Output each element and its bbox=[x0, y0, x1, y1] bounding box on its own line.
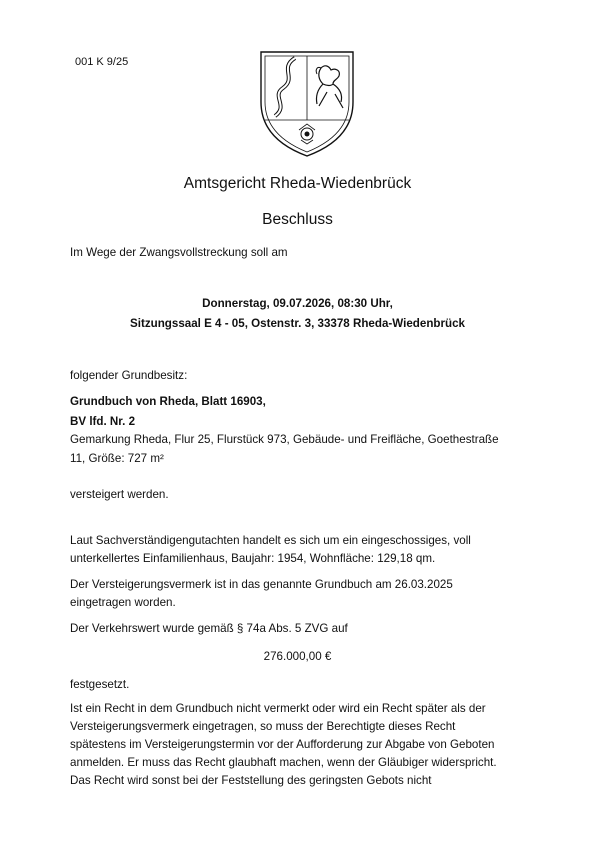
land-register: Grundbuch von Rheda, Blatt 16903, bbox=[70, 395, 266, 408]
parcel-line-1: Gemarkung Rheda, Flur 25, Flurstück 973, Gebäude- und Freifläche, Goethestraße bbox=[70, 433, 499, 446]
market-value: 276.000,00 € bbox=[263, 650, 332, 663]
expert-line-2: unterkellertes Einfamilienhaus, Baujahr: 1954, Wohnfläche: 129,18 qm. bbox=[70, 552, 436, 565]
value-intro: Der Verkehrswert wurde gemäß § 74a Abs. 5 ZVG auf bbox=[70, 622, 348, 635]
auction-location: Sitzungssaal E 4 - 05, Ostenstr. 3, 33378 Rheda-Wiedenbrück bbox=[130, 317, 465, 330]
parcel-line-2: 11, Größe: 727 m² bbox=[70, 452, 164, 465]
rights-line-5: Das Recht wird sonst bei der Feststellung des geringsten Gebots nicht bbox=[70, 774, 432, 787]
intro-text: Im Wege der Zwangsvollstreckung soll am bbox=[70, 246, 288, 259]
rights-line-1: Ist ein Recht in dem Grundbuch nicht vermerkt oder wird ein Recht später als der bbox=[70, 702, 486, 715]
auction-date: Donnerstag, 09.07.2026, 08:30 Uhr, bbox=[202, 297, 393, 310]
note-line-1: Der Versteigerungsvermerk ist in das genannte Grundbuch am 26.03.2025 bbox=[70, 578, 453, 591]
bv-number: BV lfd. Nr. 2 bbox=[70, 415, 136, 428]
property-label: folgender Grundbesitz: bbox=[70, 369, 188, 382]
rights-line-3: spätestens im Versteigerungstermin vor der Aufforderung zur Abgabe von Geboten bbox=[70, 738, 495, 751]
note-line-2: eingetragen worden. bbox=[70, 596, 176, 609]
auctioned-text: versteigert werden. bbox=[70, 488, 169, 501]
fixed-text: festgesetzt. bbox=[70, 678, 130, 691]
rights-line-2: Versteigerungsvermerk eingetragen, so muss der Berechtigte dieses Recht bbox=[70, 720, 456, 733]
rights-line-4: anmelden. Er muss das Recht glaubhaft machen, wenn der Gläubiger widerspricht. bbox=[70, 756, 497, 769]
case-reference: 001 K 9/25 bbox=[75, 56, 129, 68]
document-title: Beschluss bbox=[262, 211, 333, 228]
coat-of-arms-seal bbox=[257, 44, 357, 160]
expert-line-1: Laut Sachverständigengutachten handelt es sich um ein eingeschossiges, voll bbox=[70, 534, 471, 547]
court-name: Amtsgericht Rheda-Wiedenbrück bbox=[183, 175, 412, 192]
